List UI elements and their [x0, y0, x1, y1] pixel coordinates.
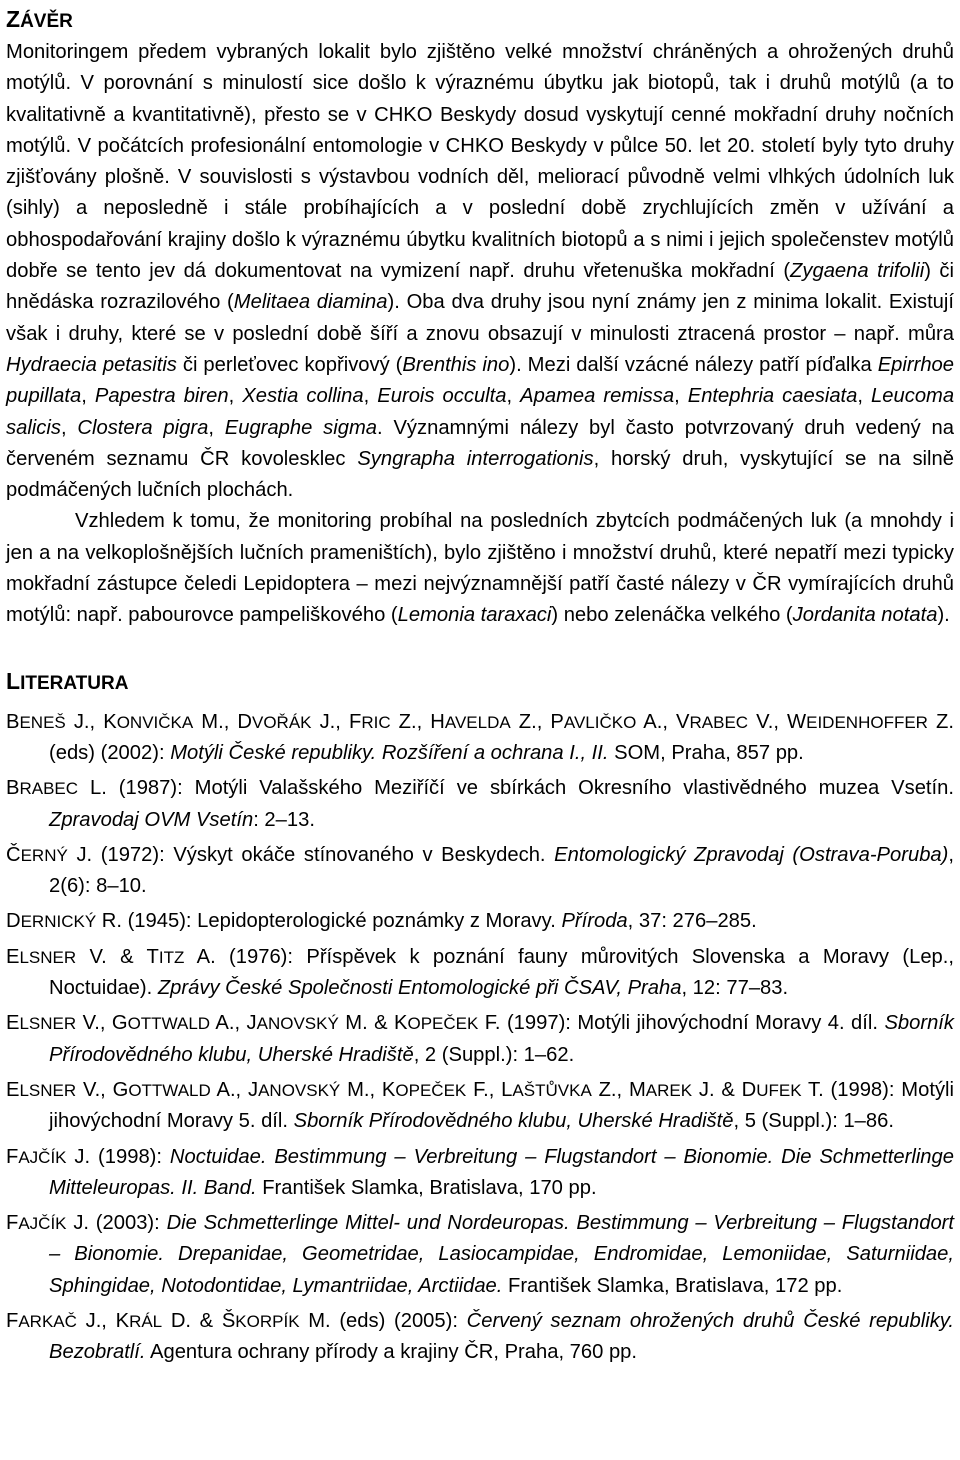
text-run: T. (1998): Motýli jihovýchodní Moravy 5. díl.	[49, 1078, 955, 1133]
text-run: ,	[208, 416, 225, 439]
literature-heading	[6, 662, 954, 699]
text-run: J., K	[65, 710, 117, 733]
small-caps-text: RIC	[361, 712, 391, 732]
small-caps-text: ANOVSKÝ	[256, 1014, 339, 1034]
small-caps-text: LSNER	[19, 947, 77, 967]
reference-item	[6, 773, 954, 836]
text-run: Z., P	[510, 710, 564, 733]
italic-text: Jordanita notata	[792, 604, 938, 627]
small-caps-text: AJČÍK	[18, 1214, 67, 1234]
text-run: B	[6, 777, 20, 800]
text-run: . Významnými nálezy byl často potvrzovaný druh vedený na červeném seznamu ČR kovolesklec	[6, 416, 955, 470]
small-caps-text: OPEČEK	[395, 1080, 467, 1100]
small-caps-text: RABEC	[689, 712, 749, 732]
text-run: Monitoringem předem vybraných lokalit bylo zjištěno velké množství chráněných a ohrožených druhů motýlů. V porovnání s minulostí sice došlo k výraznému úbytku jak biotopů, tak i druhů motýlů (a to kvalitativně a kvantitativně), přesto se v CHKO Beskydy dosud vyskytují cenné mokřadní druhy nočních motýlů. V počátcích profesionální entomologie v CHKO Beskydy v půlce 50. let 20. století byly tyto druhy zjišťovány plošně. V souvislosti s výstavbou vodních děl, meliorací původně velmi vlhkých údolních luk (sihly) a neposledně i stále probíhajících a v poslední době zrychlujících změn v užívání a obhospodařování krajiny došlo k výraznému úbytku kvalitních biotopů a s nimi i jejich společenstev motýlů dobře se tento jev dá dokumentovat na vymizení např. druhu vřetenuška mokřadní (	[6, 41, 954, 283]
text-run: ,	[857, 385, 872, 408]
italic-text: Leucoma salicis	[6, 385, 955, 439]
text-run: ,	[228, 385, 243, 408]
text-run: Z., M	[591, 1078, 646, 1101]
text-run: Agentura ochrany přírody a krajiny ČR, Praha, 760 pp.	[145, 1341, 638, 1364]
text-run: E	[6, 945, 20, 968]
small-caps-text: AJČÍK	[18, 1147, 67, 1167]
italic-text: Papestra biren	[94, 385, 229, 408]
text-run: J. (2003):	[66, 1212, 167, 1235]
reference-item	[6, 707, 954, 770]
reference-item	[6, 1208, 954, 1302]
text-run: J. (1972): Výskyt okáče stínovaného v Beskydech.	[67, 843, 555, 866]
literature-heading-initial: L	[6, 667, 21, 694]
italic-text: Entephria caesiata	[687, 385, 858, 408]
italic-text: Epirrhoe pupillata	[6, 353, 955, 408]
italic-text: Melitaea diamina	[233, 291, 388, 314]
italic-text: Zpravodaj OVM Vsetín	[49, 808, 254, 831]
text-run: V., G	[76, 1012, 128, 1035]
small-caps-text: EIDENHOFFER	[806, 712, 928, 732]
reference-item	[6, 1142, 954, 1205]
text-run: D	[6, 910, 21, 933]
italic-text: Entomologický Zpravodaj (Ostrava-Poruba)	[554, 843, 949, 866]
italic-text: Hydraecia petasitis	[6, 353, 177, 376]
reference-list	[6, 707, 954, 1369]
text-run: , horský druh, vyskytující se na silně podmáčených lučních plochách.	[6, 447, 954, 502]
text-run: František Slamka, Bratislava, 170 pp.	[256, 1176, 597, 1199]
small-caps-text: OPEČEK	[407, 1014, 479, 1034]
reference-item	[6, 1075, 954, 1138]
italic-text: Zygaena trifolii	[790, 260, 925, 283]
small-caps-text: LSNER	[19, 1080, 77, 1100]
text-run: F	[6, 1145, 19, 1168]
small-caps-text: ARKAČ	[18, 1311, 77, 1331]
italic-text: Eugraphe sigma	[224, 416, 377, 439]
reference-item	[6, 1306, 954, 1369]
text-run: ,	[363, 385, 378, 408]
small-caps-text: ENEŠ	[19, 712, 66, 732]
text-run: Č	[6, 843, 21, 866]
text-run: ). Mezi další vzácné nálezy patří píďalka	[509, 353, 878, 376]
text-run: Z. (eds) (2002):	[49, 710, 954, 764]
text-run: J., F	[311, 710, 362, 733]
text-run: D. & Š	[162, 1309, 236, 1332]
text-run: A. (1976): Příspěvek k poznání fauny můrovitých Slovenska a Moravy (Lep., Noctuidae).	[49, 945, 955, 1000]
text-run: ,	[506, 385, 521, 408]
small-caps-text: UFEK	[756, 1080, 802, 1100]
text-run: J. (1998):	[66, 1145, 170, 1168]
text-run: ,	[674, 385, 688, 408]
text-run: SOM, Praha, 857 pp.	[608, 741, 804, 764]
text-run: ) či hnědáska rozrazilového (	[6, 260, 954, 314]
text-run: F., L	[466, 1078, 513, 1101]
text-run: Vzhledem k tomu, že monitoring probíhal na posledních zbytcích podmáčených luk (a mnohdy i jen a na velkoplošnějších lučních prameništích), bylo zjištěno i množství druhů, které nepatří mezi typicky mokřadní zástupce čeledi Lepidoptera – mezi nejvýznamnější patří časté nálezy v ČR vymírajících druhů motýlů: např. pabourovce pampeliškového (	[6, 510, 954, 627]
small-caps-text: VOŘÁK	[251, 712, 312, 732]
text-run: V., W	[748, 710, 807, 733]
small-caps-text: ONVIČKA	[116, 712, 194, 732]
italic-text: Noctuidae. Bestimmung – Verbreitung – Flugstandort – Bionomie. Die Schmetterlinge Mitteleuropas. II. Band.	[49, 1145, 954, 1199]
conclusion-paragraph-1	[6, 37, 954, 506]
text-run: J. & D	[692, 1078, 757, 1101]
text-run: J., K	[76, 1309, 130, 1332]
text-run: , 5 (Suppl.): 1–86.	[733, 1110, 894, 1133]
small-caps-text: AVLIČKO	[563, 712, 637, 732]
text-run: E	[6, 1012, 20, 1035]
small-caps-text: RÁL	[129, 1311, 163, 1331]
italic-text: Sborník Přírodovědného klubu, Uherské Hradiště	[49, 1012, 955, 1066]
italic-text: Clostera pigra	[77, 416, 209, 439]
reference-item	[6, 840, 954, 903]
text-run: M. (eds) (2005):	[299, 1309, 467, 1332]
literature-heading-rest: ITERATURA	[20, 672, 129, 694]
small-caps-text: OTTWALD	[128, 1080, 211, 1100]
small-caps-text: RABEC	[19, 779, 79, 799]
italic-text: Syngrapha interrogationis	[357, 447, 594, 470]
text-run: R. (1945): Lepidopterologické poznámky z Moravy.	[96, 910, 562, 933]
text-run: A., J	[210, 1012, 257, 1035]
conclusion-heading	[6, 0, 954, 37]
text-run: B	[6, 710, 20, 733]
small-caps-text: AVELDA	[444, 712, 511, 732]
text-run: M. & K	[338, 1012, 408, 1035]
italic-text: Apamea remissa	[520, 385, 675, 408]
reference-item	[6, 1008, 954, 1071]
text-run: : 2–13.	[253, 808, 315, 831]
conclusion-heading-rest: ÁVĚR	[20, 11, 73, 32]
text-run: F	[6, 1309, 19, 1332]
italic-text: Xestia collina	[242, 385, 364, 408]
small-caps-text: KORPÍK	[235, 1311, 300, 1331]
small-caps-text: AREK	[645, 1080, 693, 1100]
italic-text: Červený seznam ohrožených druhů České republiky. Bezobratlí.	[49, 1309, 954, 1364]
small-caps-text: ANOVSKÝ	[258, 1080, 341, 1100]
text-run: , 2(6): 8–10.	[49, 843, 954, 898]
italic-text: Zprávy České Společnosti Entomologické při ČSAV, Praha	[157, 977, 682, 1000]
text-run: V., G	[76, 1078, 129, 1101]
text-run: ,	[81, 385, 95, 408]
text-run: V. & T	[76, 945, 159, 968]
text-run: F. (1997): Motýli jihovýchodní Moravy 4. díl.	[478, 1012, 885, 1035]
conclusion-heading-initial: Z	[6, 6, 21, 32]
small-caps-text: LSNER	[19, 1014, 77, 1034]
conclusion-paragraph-2	[6, 506, 954, 631]
italic-text: Die Schmetterlinge Mittel- und Nordeuropas. Bestimmung – Verbreitung – Flugstandort – Bionomie. Drepanidae, Geometridae, Lasiocampidae, Endromidae, Lemoniidae, Saturniidae, Sphingidae, Notodontidae, Lymantriidae, Arctiidae.	[49, 1212, 954, 1297]
text-run: ,	[60, 416, 78, 439]
small-caps-text: ERNÝ	[20, 845, 68, 865]
italic-text: Lemonia taraxaci	[397, 604, 552, 627]
text-run: M., D	[193, 710, 252, 733]
text-run: A., V	[636, 710, 690, 733]
reference-item	[6, 942, 954, 1005]
text-run: , 37: 276–285.	[627, 910, 757, 933]
text-run: František Slamka, Bratislava, 172 pp.	[502, 1274, 843, 1297]
italic-text: Eurois occulta	[377, 385, 507, 408]
text-run: L. (1987): Motýli Valašského Meziříčí ve sbírkách Okresního vlastivědného muzea Vsetín.	[78, 777, 954, 800]
small-caps-text: ERNICKÝ	[20, 912, 97, 932]
small-caps-text: ITZ	[158, 947, 185, 967]
text-run: , 2 (Suppl.): 1–62.	[413, 1043, 575, 1066]
reference-item	[6, 906, 954, 937]
italic-text: Motýli České republiky. Rozšíření a ochrana I., II.	[170, 741, 609, 764]
text-run: ) nebo zelenáčka velkého (	[551, 604, 793, 627]
text-run: M., K	[340, 1078, 396, 1101]
text-run: ).	[937, 604, 950, 627]
small-caps-text: OTTWALD	[127, 1014, 211, 1034]
text-run: E	[6, 1078, 20, 1101]
text-run: ). Oba dva druhy jsou nyní známy jen z minima lokalit. Existují však i druhy, které se v poslední době šíří a znovu obsazují v minulosti ztracená prostor – např. můra	[6, 291, 955, 345]
text-run: či perleťovec kopřivový (	[176, 353, 403, 376]
small-caps-text: AŠTŮVKA	[512, 1080, 592, 1100]
text-run: , 12: 77–83.	[681, 977, 789, 1000]
italic-text: Sborník Přírodovědného klubu, Uherské Hradiště	[293, 1110, 734, 1133]
text-run: A., J	[210, 1078, 259, 1101]
text-run: Z., H	[390, 710, 445, 733]
text-run: F	[6, 1212, 19, 1235]
italic-text: Příroda	[561, 910, 628, 933]
italic-text: Brenthis ino	[402, 353, 510, 376]
